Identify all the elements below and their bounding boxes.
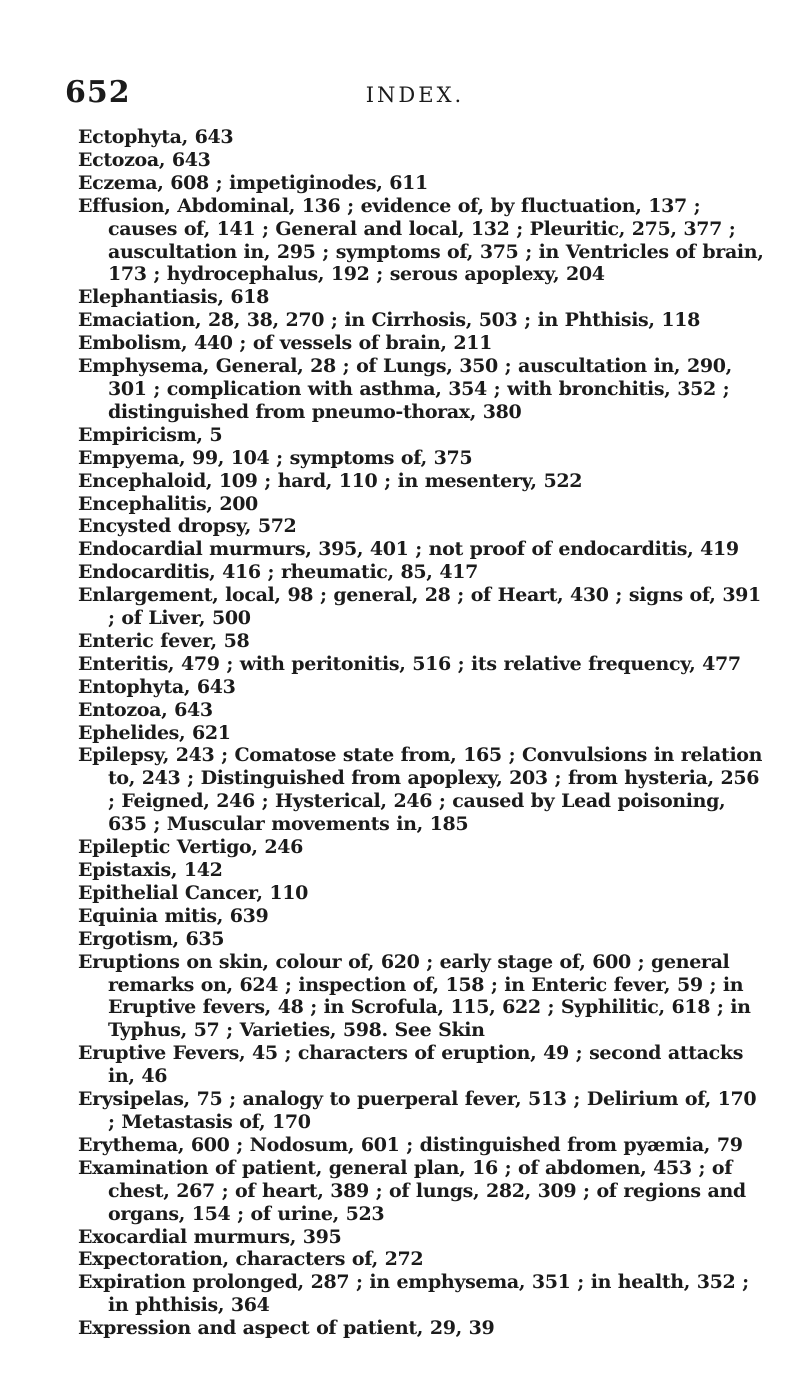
index-entry: Ectozoa, 643 (78, 148, 211, 171)
index-entry: Epilepsy, 243 ; Comatose state from, 165 ; Convulsions in relation to, 243 ; Distinguished from apoplexy, 203 ; from hysteria, 256 ; Feigned, 246 ; Hysterical, 246 ; caused by Lead poisoning, 635 ; Muscular movements in, 185 (78, 744, 763, 836)
index-entry: Enteritis, 479 ; with peritonitis, 516 ; its relative frequency, 477 (78, 652, 741, 675)
index-entry: Expectoration, characters of, 272 (78, 1248, 424, 1271)
index-entry: Equinia mitis, 639 (78, 904, 269, 927)
index-entry: Epileptic Vertigo, 246 (78, 836, 303, 859)
index-entry: Entozoa, 643 (78, 698, 213, 721)
index-entry: Endocardial murmurs, 395, 401 ; not proof of endocarditis, 419 (78, 538, 739, 561)
index-entry: Encephalitis, 200 (78, 492, 258, 515)
index-entry: Erysipelas, 75 ; analogy to puerperal fever, 513 ; Delirium of, 170 ; Metastasis of, 170 (78, 1088, 757, 1133)
index-entry: Erythema, 600 ; Nodosum, 601 ; distinguished from pyæmia, 79 (78, 1133, 743, 1156)
index-entry: Entophyta, 643 (78, 675, 236, 698)
index-entry: Effusion, Abdominal, 136 ; evidence of, by fluctuation, 137 ; causes of, 141 ; General and local, 132 ; Pleuritic, 275, 377 ; auscultation in, 295 ; symptoms of, 375 ; in Ventricles of brain, 173 ; hydrocephalus, 192 ; serous apoplexy, 204 (78, 194, 764, 286)
index-entry: Enteric fever, 58 (78, 629, 250, 652)
index-entry: Eruptive Fevers, 45 ; characters of eruption, 49 ; second attacks in, 46 (78, 1042, 744, 1088)
index-entry: Ephelides, 621 (78, 721, 231, 744)
index-entry: Emaciation, 28, 38, 270 ; in Cirrhosis, 503 ; in Phthisis, 118 (78, 309, 701, 332)
index-entry: Encephaloid, 109 ; hard, 110 ; in mesentery, 522 (78, 469, 583, 492)
index-entries (78, 126, 768, 1340)
index-entry: Empyema, 99, 104 ; symptoms of, 375 (78, 446, 473, 469)
index-entry: Epistaxis, 142 (78, 859, 223, 881)
index-entry: Eczema, 608 ; impetiginodes, 611 (78, 171, 428, 194)
index-entry: Ectophyta, 643 (78, 126, 234, 148)
running-title: INDEX. (365, 83, 465, 107)
page-header (65, 75, 765, 115)
index-entry: Expiration prolonged, 287 ; in emphysema, 351 ; in health, 352 ; in phthisis, 364 (78, 1271, 749, 1317)
index-entry: Empiricism, 5 (78, 423, 223, 446)
index-entry: Endocarditis, 416 ; rheumatic, 85, 417 (78, 561, 478, 584)
index-entry: Ergotism, 635 (78, 927, 225, 950)
page-number: 652 (65, 75, 131, 110)
index-entry: Epithelial Cancer, 110 (78, 881, 308, 904)
index-entry: Examination of patient, general plan, 16 ; of abdomen, 453 ; of chest, 267 ; of heart, 389 ; of lungs, 282, 309 ; of regions and organs, 154 ; of urine, 523 (78, 1156, 746, 1225)
index-entry: Eruptions on skin, colour of, 620 ; early stage of, 600 ; general remarks on, 624 ; inspection of, 158 ; in Enteric fever, 59 ; in Eruptive fevers, 48 ; in Scrofula, 115, 622 ; Syphilitic, 618 ; in Typhus, 57 ; Varieties, 598. See Skin (78, 950, 751, 1042)
index-entry: Expression and aspect of patient, 29, 39 (78, 1317, 495, 1340)
index-entry: Enlargement, local, 98 ; general, 28 ; of Heart, 430 ; signs of, 391 ; of Liver, 500 (78, 584, 761, 630)
index-entry: Elephantiasis, 618 (78, 286, 270, 309)
index-entry: Embolism, 440 ; of vessels of brain, 211 (78, 332, 493, 355)
index-entry: Emphysema, General, 28 ; of Lungs, 350 ; auscultation in, 290, 301 ; complication with asthma, 354 ; with bronchitis, 352 ; distinguished from pneumo-thorax, 380 (78, 355, 732, 423)
index-entry: Encysted dropsy, 572 (78, 515, 297, 538)
index-entry: Exocardial murmurs, 395 (78, 1225, 342, 1248)
